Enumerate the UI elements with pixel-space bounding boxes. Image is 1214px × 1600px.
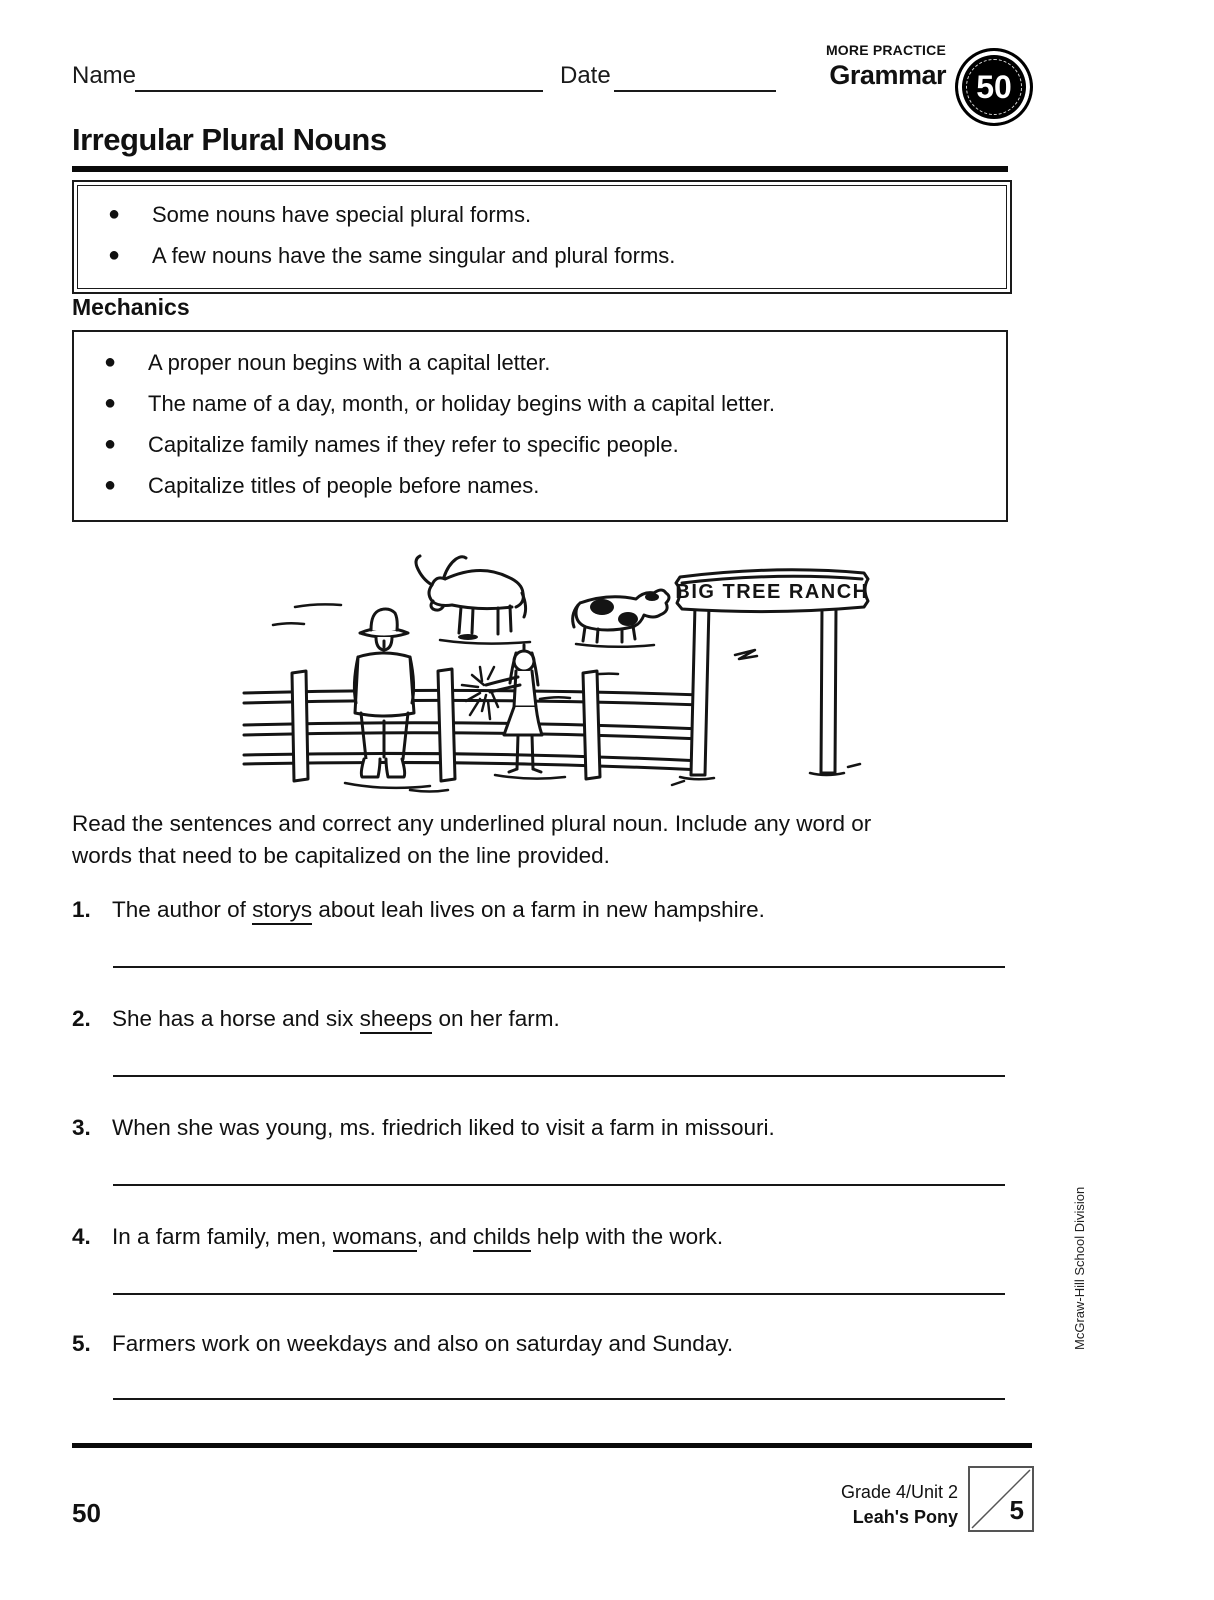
footer-meta: [700, 1480, 958, 1530]
question-1: [72, 897, 1002, 923]
question-2: [72, 1006, 1002, 1032]
subject-label: Grammar: [829, 60, 946, 90]
more-practice-label: MORE PRACTICE: [825, 42, 946, 58]
ranch-sign-text: BIG TREE RANCH: [675, 581, 869, 603]
ground-stroke-icon: [440, 634, 530, 644]
longhorn-cow-icon: [416, 556, 526, 634]
mechanics-item: ● The name of a day, month, or holiday begins with a capital letter.: [74, 383, 1006, 424]
farmer-icon: [354, 609, 414, 777]
question-number: 1.: [72, 897, 91, 922]
mechanics-box: [72, 330, 1008, 522]
score-box: [968, 1466, 1034, 1532]
bullet-icon: ●: [107, 244, 121, 266]
question-number: 2.: [72, 1006, 91, 1031]
underlined-word: womans: [333, 1224, 417, 1252]
question-text: She has a horse and six sheeps on her farm.: [112, 1006, 560, 1032]
mechanics-heading: Mechanics: [72, 294, 190, 320]
mechanics-item: ● Capitalize family names if they refer to specific people.: [74, 424, 1006, 465]
bullet-icon: ●: [103, 392, 117, 414]
underlined-word: storys: [252, 897, 312, 925]
ground-stroke-icon: [345, 783, 448, 792]
ground-stroke-icon: [576, 644, 654, 647]
footer-rule: [72, 1443, 1032, 1448]
bullet-icon: ●: [103, 351, 117, 373]
question-3: [72, 1115, 1002, 1141]
practice-number-badge: [955, 48, 1033, 126]
bullet-icon: ●: [107, 203, 121, 225]
footer-grade: Grade 4/Unit 2: [840, 1482, 958, 1502]
publisher-side-text: McGraw-Hill School Division: [1072, 1186, 1087, 1350]
date-label: Date: [560, 62, 611, 89]
underlined-word: childs: [473, 1224, 531, 1252]
rule-item: ● A few nouns have the same singular and plural forms.: [78, 235, 1006, 276]
date-input-line[interactable]: [614, 62, 776, 92]
spotted-cow-icon: [573, 590, 669, 642]
question-text: When she was young, ms. friedrich liked to visit a farm in missouri.: [112, 1115, 775, 1140]
bullet-icon: ●: [103, 433, 117, 455]
score-number: 5: [1009, 1495, 1024, 1525]
name-label: Name: [72, 62, 137, 89]
answer-line-3[interactable]: [113, 1184, 1005, 1186]
question-5: [72, 1331, 1002, 1357]
title-rule: [72, 166, 1008, 172]
mechanics-item: ● A proper noun begins with a capital letter.: [74, 342, 1006, 383]
bullet-icon: ●: [103, 474, 117, 496]
answer-line-1[interactable]: [113, 966, 1005, 968]
question-text: In a farm family, men, womans, and childs help with the work.: [112, 1224, 723, 1250]
question-number: 3.: [72, 1115, 91, 1140]
question-text: The author of storys about leah lives on a farm in new hampshire.: [112, 897, 765, 923]
answer-line-5[interactable]: [113, 1398, 1005, 1400]
farm-illustration: [240, 545, 870, 795]
answer-line-4[interactable]: [113, 1293, 1005, 1295]
footer-book-title: Leah's Pony: [852, 1507, 958, 1527]
question-number: 4.: [72, 1224, 91, 1249]
underlined-word: sheeps: [360, 1006, 433, 1034]
question-number: 5.: [72, 1331, 91, 1356]
instructions: Read the sentences and correct any underlined plural noun. Include any word or words that need to be capitalized on the line provided.: [72, 811, 872, 868]
mechanics-item: ● Capitalize titles of people before names.: [74, 465, 1006, 506]
rule-item: ● Some nouns have special plural forms.: [78, 194, 1006, 235]
question-text: Farmers work on weekdays and also on saturday and Sunday.: [112, 1331, 734, 1356]
name-input-line[interactable]: [135, 62, 543, 92]
ground-stroke-icon: [495, 775, 565, 779]
page-number: 50: [72, 1498, 101, 1528]
question-4: [72, 1224, 1002, 1250]
hay-icon: [462, 667, 498, 719]
badge-number: 50: [976, 68, 1012, 105]
answer-line-2[interactable]: [113, 1075, 1005, 1077]
rules-box: [72, 180, 1012, 294]
page-title: Irregular Plural Nouns: [72, 122, 387, 157]
